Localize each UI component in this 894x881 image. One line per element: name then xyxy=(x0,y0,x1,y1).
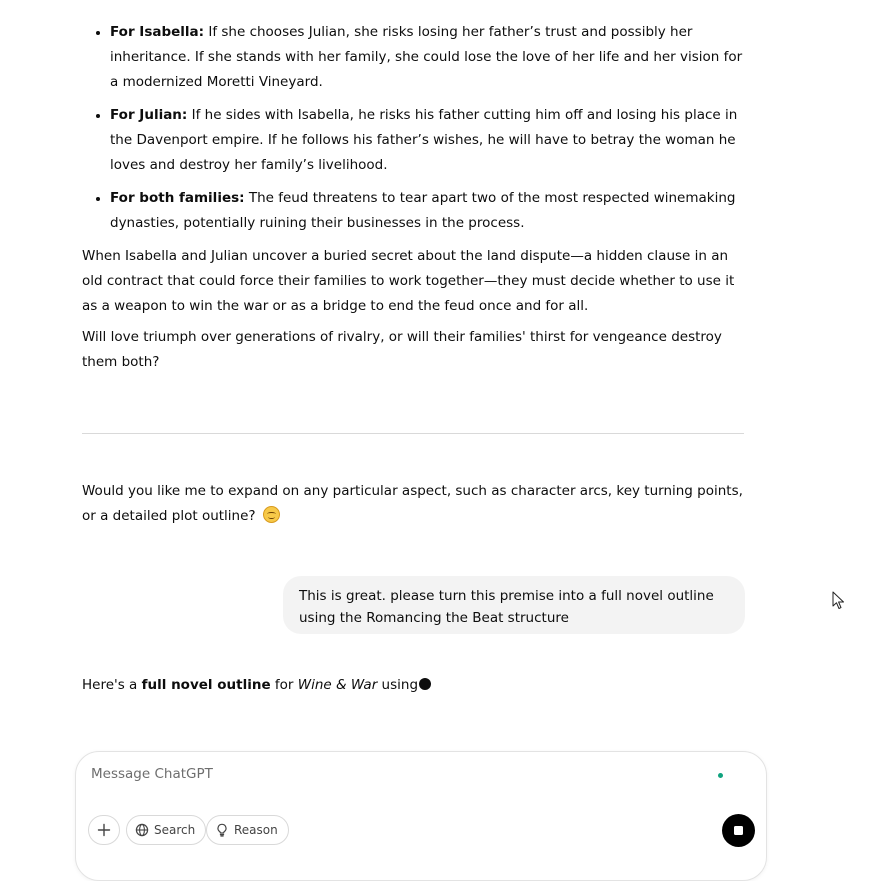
streaming-bold: full novel outline xyxy=(141,677,271,693)
search-button[interactable] xyxy=(126,815,206,845)
assistant-message xyxy=(82,20,744,381)
bullet-text: If he sides with Isabella, he risks his father cutting him off and losing his place in the Davenport empire. If he follows his father’s wishes, he will have to betray the woman he loves and destroy her family’s livelihood. xyxy=(110,107,738,173)
attach-button[interactable] xyxy=(88,815,120,845)
bullet-list xyxy=(82,20,744,236)
streaming-prefix: Here's a xyxy=(82,677,142,693)
message-composer xyxy=(75,751,767,881)
horizontal-divider xyxy=(82,433,744,434)
followup-text: Would you like me to expand on any particular aspect, such as character arcs, key turning points, or a detailed plot outline? xyxy=(82,483,743,524)
stop-icon xyxy=(734,826,743,835)
status-dot-icon xyxy=(718,773,723,778)
streaming-middle: for xyxy=(270,677,298,693)
bullet-label: For Isabella: xyxy=(110,24,205,40)
reason-button-label: Reason xyxy=(234,823,278,837)
bullet-text: If she chooses Julian, she risks losing her father’s trust and possibly her inheritance. If she stands with her family, she could lose the love of her life and her vision for a modernized Moretti Vineyard. xyxy=(110,24,743,90)
plus-icon xyxy=(97,823,111,837)
followup-question xyxy=(82,479,744,529)
bullet-text: The feud threatens to tear apart two of the most respected winemaking dynasties, potentially ruining their businesses in the process. xyxy=(110,190,736,231)
user-message-text: This is great. please turn this premise into a full novel outline using the Romancing the Beat structure xyxy=(299,588,714,626)
mouse-pointer-icon xyxy=(832,591,846,611)
paragraph: When Isabella and Julian uncover a buried secret about the land dispute—a hidden clause in an old contract that could force their families to work together—they must decide whether to use it as a weapon to win the war or as a bridge to end the feud once and for all. xyxy=(82,248,735,314)
stop-generating-button[interactable] xyxy=(722,814,755,847)
lightbulb-icon xyxy=(215,823,229,837)
bullet-label: For both families: xyxy=(110,190,245,206)
search-button-label: Search xyxy=(154,823,196,837)
streaming-suffix: using xyxy=(377,677,419,693)
list-item xyxy=(110,20,744,95)
streaming-assistant-message xyxy=(82,673,744,698)
user-message-bubble xyxy=(283,576,745,634)
bullet-label: For Julian: xyxy=(110,107,188,123)
list-item xyxy=(110,186,744,236)
list-item xyxy=(110,103,744,178)
reason-button[interactable] xyxy=(206,815,289,845)
paragraph: Will love triumph over generations of rivalry, or will their families' thirst for vengeance destroy them both? xyxy=(82,329,722,370)
typing-indicator-icon xyxy=(419,678,431,690)
message-input[interactable] xyxy=(91,766,691,782)
globe-icon xyxy=(135,823,149,837)
streaming-italic: Wine & War xyxy=(297,677,378,693)
smiling-face-emoji-icon xyxy=(263,506,280,523)
